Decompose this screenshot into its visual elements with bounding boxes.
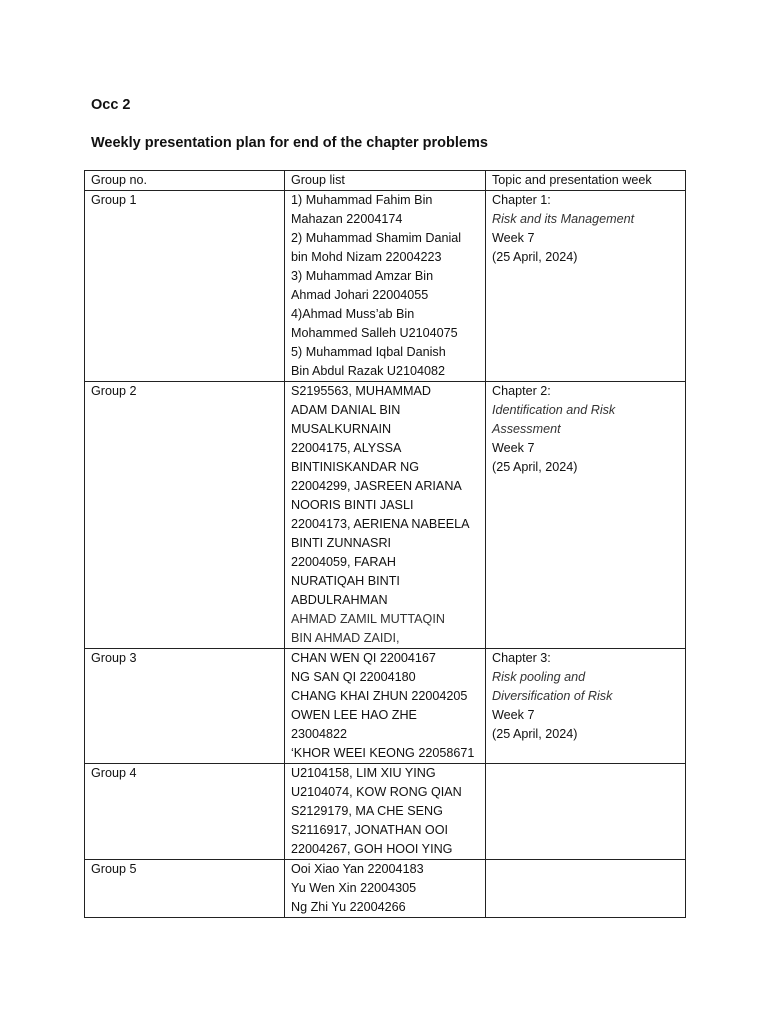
topic-title: Assessment xyxy=(492,422,561,436)
member-line: 23004822 xyxy=(291,727,348,741)
group-number: Group 4 xyxy=(85,764,285,860)
group-number: Group 2 xyxy=(85,382,285,649)
header-group-list: Group list xyxy=(285,171,486,191)
member-line: MUSALKURNAIN xyxy=(291,422,392,436)
table-row xyxy=(85,764,686,860)
topic-cell-empty xyxy=(486,860,686,918)
topic-cell xyxy=(486,382,686,649)
member-line: ‘KHOR WEEI KEONG 22058671 xyxy=(291,746,475,760)
member-line: NOORIS BINTI JASLI xyxy=(291,498,414,512)
group-number: Group 3 xyxy=(85,649,285,764)
topic-title: Identification and Risk xyxy=(492,403,616,417)
header-topic-week: Topic and presentation week xyxy=(486,171,686,191)
topic-cell xyxy=(486,649,686,764)
member-line: 22004175, ALYSSA xyxy=(291,441,402,455)
member-line: 2) Muhammad Shamim Danial xyxy=(291,231,462,245)
member-line: Yu Wen Xin 22004305 xyxy=(291,881,417,895)
member-line: ABDULRAHMAN xyxy=(291,593,388,607)
member-line: Bin Abdul Razak U2104082 xyxy=(291,364,446,378)
member-line: 22004299, JASREEN ARIANA xyxy=(291,479,462,493)
member-line: OWEN LEE HAO ZHE xyxy=(291,708,417,722)
group-members xyxy=(285,382,486,649)
member-line: AHMAD ZAMIL MUTTAQIN xyxy=(291,612,445,626)
group-members xyxy=(285,649,486,764)
topic-title: Diversification of Risk xyxy=(492,689,613,703)
member-line: NG SAN QI 22004180 xyxy=(291,670,416,684)
presentation-plan-table xyxy=(84,170,686,918)
table-row xyxy=(85,191,686,382)
chapter-label: Chapter 2: xyxy=(492,384,551,398)
table-row xyxy=(85,860,686,918)
member-line: BIN AHMAD ZAIDI, xyxy=(291,631,400,645)
member-line: U2104074, KOW RONG QIAN xyxy=(291,785,462,799)
chapter-label: Chapter 1: xyxy=(492,193,551,207)
member-line: 1) Muhammad Fahim Bin xyxy=(291,193,433,207)
member-line: 22004059, FARAH xyxy=(291,555,397,569)
document-title: Weekly presentation plan for end of the chapter problems xyxy=(91,135,488,151)
member-line: BINTI ZUNNASRI xyxy=(291,536,392,550)
member-line: Ng Zhi Yu 22004266 xyxy=(291,900,406,914)
presentation-week: Week 7 xyxy=(492,231,535,245)
topic-title: Risk and its Management xyxy=(492,212,635,226)
group-number: Group 1 xyxy=(85,191,285,382)
header-group-no: Group no. xyxy=(85,171,285,191)
member-line: NURATIQAH BINTI xyxy=(291,574,400,588)
chapter-label: Chapter 3: xyxy=(492,651,551,665)
member-line: S2116917, JONATHAN OOI xyxy=(291,823,449,837)
member-line: 4)Ahmad Muss’ab Bin xyxy=(291,307,415,321)
presentation-week: Week 7 xyxy=(492,708,535,722)
presentation-week: Week 7 xyxy=(492,441,535,455)
member-line: CHANG KHAI ZHUN 22004205 xyxy=(291,689,468,703)
member-line: S2129179, MA CHE SENG xyxy=(291,804,443,818)
member-line: S2195563, MUHAMMAD xyxy=(291,384,431,398)
member-line: U2104158, LIM XIU YING xyxy=(291,766,436,780)
member-line: bin Mohd Nizam 22004223 xyxy=(291,250,442,264)
table-row xyxy=(85,649,686,764)
member-line: Mohammed Salleh U2104075 xyxy=(291,326,458,340)
topic-title: Risk pooling and xyxy=(492,670,586,684)
group-members xyxy=(285,764,486,860)
topic-cell xyxy=(486,191,686,382)
group-number: Group 5 xyxy=(85,860,285,918)
member-line: Ooi Xiao Yan 22004183 xyxy=(291,862,424,876)
topic-cell-empty xyxy=(486,764,686,860)
member-line: 22004267, GOH HOOI YING xyxy=(291,842,453,856)
presentation-date: (25 April, 2024) xyxy=(492,460,578,474)
occ-label: Occ 2 xyxy=(91,97,131,113)
table-header-row xyxy=(85,171,686,191)
member-line: 5) Muhammad Iqbal Danish xyxy=(291,345,446,359)
member-line: 22004173, AERIENA NABEELA xyxy=(291,517,470,531)
group-members xyxy=(285,860,486,918)
member-line: Ahmad Johari 22004055 xyxy=(291,288,429,302)
member-line: 3) Muhammad Amzar Bin xyxy=(291,269,434,283)
presentation-date: (25 April, 2024) xyxy=(492,250,578,264)
group-members xyxy=(285,191,486,382)
presentation-date: (25 April, 2024) xyxy=(492,727,578,741)
member-line: ADAM DANIAL BIN xyxy=(291,403,401,417)
member-line: BINTINISKANDAR NG xyxy=(291,460,420,474)
member-line: Mahazan 22004174 xyxy=(291,212,403,226)
table-row xyxy=(85,382,686,649)
member-line: CHAN WEN QI 22004167 xyxy=(291,651,436,665)
